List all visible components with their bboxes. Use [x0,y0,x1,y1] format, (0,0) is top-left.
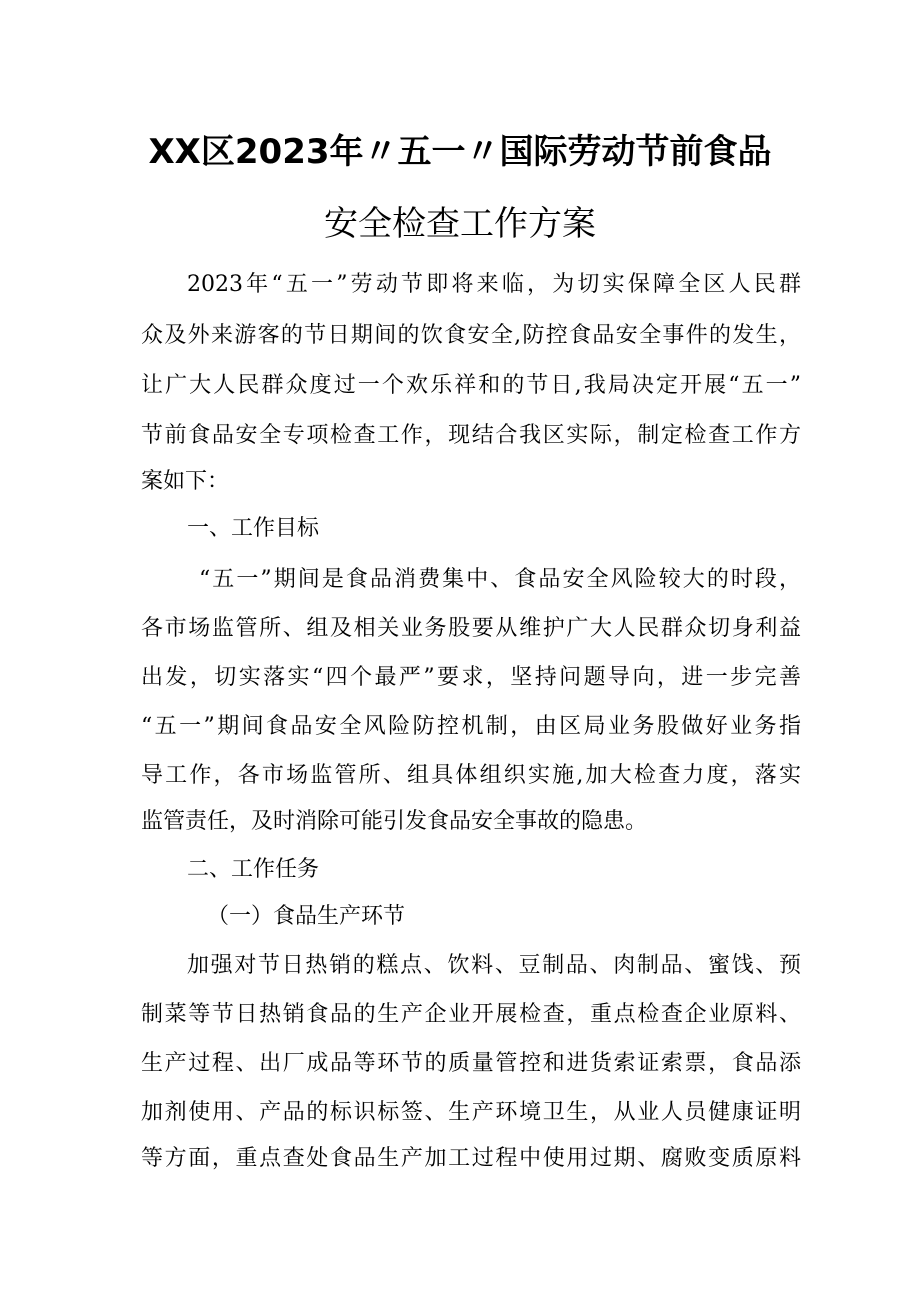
subsection-1-line: 加强对节日热销的糕点、饮料、豆制品、肉制品、蜜饯、预 [187,953,801,978]
section-1-line: 监管责任，及时消除可能引发食品安全事故的隐患。 [141,809,648,834]
section-1-heading: 一、工作目标 [187,516,320,541]
intro-line: 案如下： [141,469,230,494]
subsection-1-line: 等方面，重点查处食品生产加工过程中使用过期、腐败变质原料 [141,1146,801,1171]
section-1-line: 出发，切实落实“四个最严”要求，坚持问题导向，进一步完善 [141,665,801,690]
section-1-line: 各市场监管所、组及相关业务股要从维护广大人民群众切身利益 [141,616,801,641]
subsection-1-line: 制菜等节日热销食品的生产企业开展检查，重点检查企业原料、 [141,1002,801,1027]
intro-line: 节前食品安全专项检查工作，现结合我区实际，制定检查工作方 [141,423,801,448]
subsection-1-heading: （一）食品生产环节 [207,904,406,929]
intro-line: 让广大人民群众度过一个欢乐祥和的节日,我局决定开展“五一” [141,373,801,398]
document-title-line-2: 安全检查工作方案 [324,204,596,244]
subsection-1-line: 加剂使用、产品的标识标签、生产环境卫生，从业人员健康证明 [141,1100,801,1125]
section-2-heading: 二、工作任务 [187,857,320,882]
intro-line: 2023年“五一”劳动节即将来临，为切实保障全区人民群 [187,272,801,297]
section-1-line: “五一”期间食品安全风险防控机制，由区局业务股做好业务指 [141,714,801,739]
section-1-line: “五一”期间是食品消费集中、食品安全风险较大的时段， [199,567,801,592]
subsection-1-line: 生产过程、出厂成品等环节的质量管控和进货索证索票，食品添 [141,1051,801,1076]
intro-line: 众及外来游客的节日期间的饮食安全,防控食品安全事件的发生， [141,323,801,348]
section-1-line: 导工作，各市场监管所、组具体组织实施,加大检查力度，落实 [141,763,801,788]
document-title-line-1: XX区2023年〃五一〃国际劳动节前食品 [148,132,772,172]
